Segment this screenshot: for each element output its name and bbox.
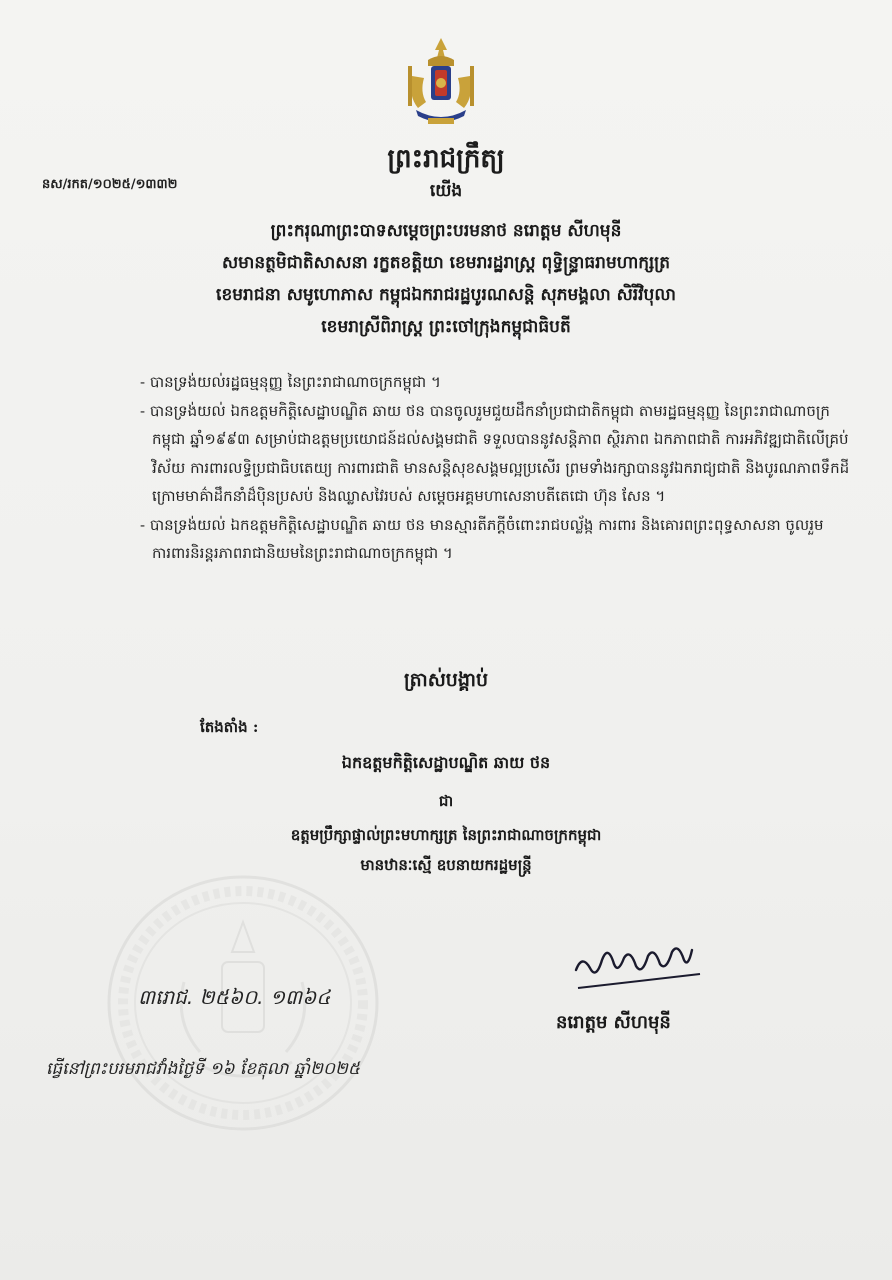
decree-heading: ត្រាស់បង្គាប់: [403, 669, 489, 691]
royal-coat-of-arms-icon: [398, 36, 484, 132]
position-title: ឧត្តមប្រឹក្សាផ្ទាល់ព្រះមហាក្សត្រ នៃព្រះរាជាណាចក្រកម្ពុជា: [290, 826, 602, 844]
signer-name: នរោត្តម សីហមុនី: [556, 1012, 671, 1033]
place-and-date: ធ្វើនៅព្រះបរមរាជវាំងថ្ងៃទី ១៦ ខែតុលា ឆ្នាំ២០២៥: [46, 1059, 360, 1079]
considerations-list: [140, 368, 850, 568]
appointee-name: ឯកឧត្តមកិត្តិសេដ្ឋាបណ្ឌិត ឆាយ ថន: [341, 753, 551, 772]
we-heading: យើង: [429, 181, 463, 201]
royal-signature-icon: [568, 930, 708, 1000]
position-rank: មានឋានៈស្មើ ឧបនាយករដ្ឋមន្ត្រី: [360, 856, 532, 874]
king-title-line: ព្រះករុណាព្រះបាទសម្តេចព្រះបរមនាថ នរោត្តម សីហមុនី: [270, 221, 622, 241]
document-title: ព្រះរាជក្រឹត្យ: [387, 144, 505, 174]
king-title-line: ខេមរាស្រីពិរាស្ត្រ ព្រះចៅក្រុងកម្ពុជាធិបតី: [321, 317, 571, 337]
appoint-label: តែងតាំង :: [200, 718, 259, 736]
consideration-item: - បានទ្រង់យល់រដ្ឋធម្មនុញ្ញ នៃព្រះរាជាណាចក្រកម្ពុជា ។: [140, 373, 441, 391]
reference-number: នស/រកត/១០២៥/១៣៣២: [42, 177, 178, 192]
consideration-item: - បានទ្រង់យល់ ឯកឧត្តមកិត្តិសេដ្ឋាបណ្ឌិត ឆាយ ថន បានចូលរួមជួយដឹកនាំប្រជាជាតិកម្ពុជា តាមរដ្ឋធម្មនុញ្ញ នៃព្រះរាជាណាចក្រកម្ពុជា ឆ្នាំ១៩៩៣ សម្រាប់ជាឧត្តមប្រយោជន៍ដល់សង្គមជាតិ ទទួលបាននូវសន្តិភាព ស្ថិរភាព ឯកភាពជាតិ ការអភិវឌ្ឍជាតិលើគ្រប់វិស័យ ការពារលទ្ធិប្រជាធិបតេយ្យ ការពារជាតិ មានសន្តិសុខសង្គមល្អប្រសើរ ព្រមទាំងរក្សាបាននូវឯករាជ្យជាតិ និងបូរណភាពទឹកដី ក្រោមមាគ៌ាដឹកនាំដ៏ប៉ិនប្រសប់ និងឈ្លាសវៃរបស់ សម្តេចអគ្គមហាសេនាបតីតេជោ ហ៊ុន សែន ។: [140, 401, 850, 505]
king-title-line: សមានត្ថមិជាតិសាសនា រក្ខតខត្តិយា ខេមរារដ្ឋរាស្ត្រ ពុទ្ធិន្ទ្រាធរាមហាក្សត្រ: [221, 253, 671, 273]
consideration-item: - បានទ្រង់យល់ ឯកឧត្តមកិត្តិសេដ្ឋាបណ្ឌិត ឆាយ ថន មានស្មារតីភក្តីចំពោះរាជបល្ល័ង្ក ការពារ និងគោរពព្រះពុទ្ធសាសនា ចូលរួមការពារនិរន្តរភាពរាជានិយមនៃព្រះរាជាណាចក្រកម្ពុជា ។: [140, 515, 824, 562]
as-word: ជា: [438, 792, 454, 810]
king-title-line: ខេមរាជនា សមូហោភាស កម្ពុជឯករាជរដ្ឋបូរណសន្តិ សុភមង្គលា សិរីវិបុលា: [216, 285, 676, 305]
lunar-date: ៣រោជ. ២៥៦០. ១៣៦៤: [138, 985, 331, 1009]
